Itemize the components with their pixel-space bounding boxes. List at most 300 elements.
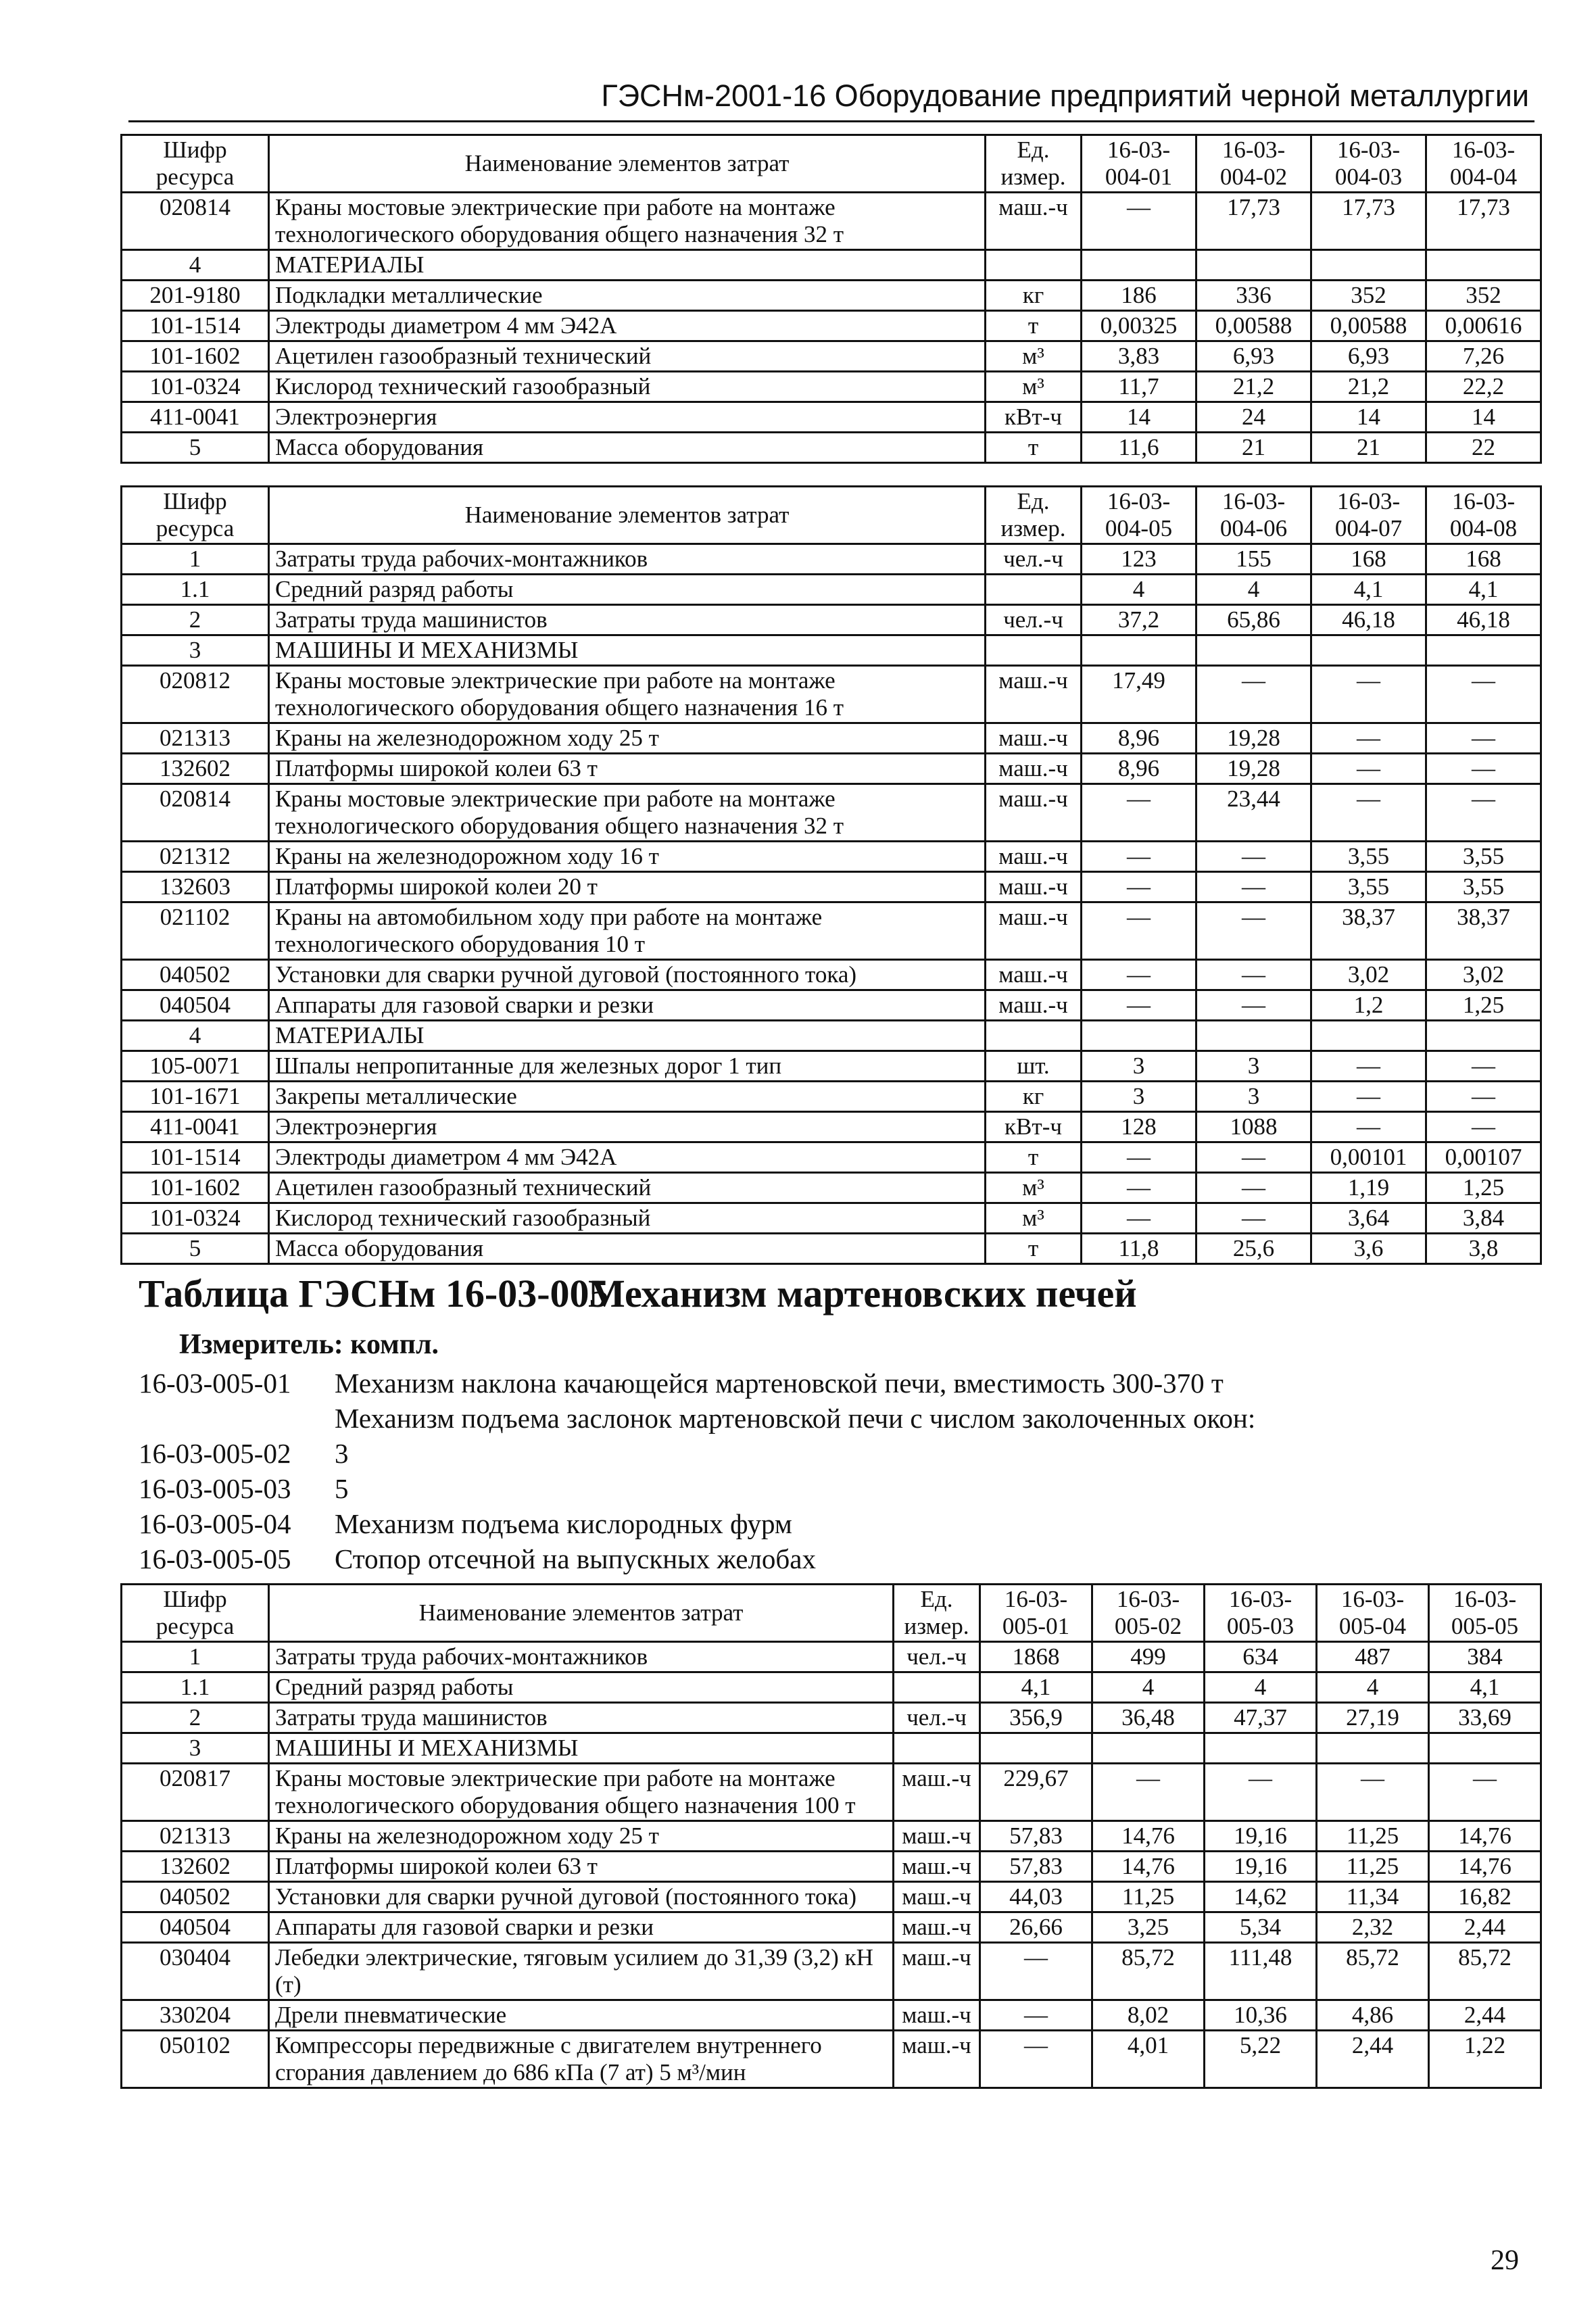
cell-v5: 14,76 <box>1429 1852 1541 1882</box>
cell-code: 3 <box>122 635 269 666</box>
cell-name: Затраты труда рабочих-монтажников <box>269 544 986 575</box>
cell-unit: кВт-ч <box>986 1112 1082 1142</box>
cell-unit: чел.-ч <box>986 544 1082 575</box>
cell-v3: — <box>1311 784 1426 842</box>
page-header-title: ГЭСНм-2001-16 Оборудование предприятий черной металлургии <box>601 78 1529 113</box>
list-item <box>139 1436 1491 1471</box>
cell-unit: маш.-ч <box>986 960 1082 990</box>
cell-v2: 499 <box>1092 1642 1205 1672</box>
cell-code: 1 <box>122 1642 269 1672</box>
cell-v1: 11,6 <box>1082 433 1196 463</box>
cell-name: Установки для сварки ручной дуговой (постоянного тока) <box>269 1882 894 1912</box>
table-row <box>122 1882 1541 1912</box>
cell-name: Компрессоры передвижные с двигателем внутреннего сгорания давлением до 686 кПа (7 ат) 5 м³/мин <box>269 2031 894 2088</box>
cell-v3: — <box>1311 666 1426 723</box>
cell-code: 101-0324 <box>122 372 269 402</box>
cell-v2: 19,28 <box>1196 723 1311 754</box>
cell-v1: 14 <box>1082 402 1196 433</box>
cell-v3 <box>1311 250 1426 281</box>
cell-v1: 186 <box>1082 281 1196 311</box>
measure-value: компл. <box>350 1329 439 1360</box>
measure-label: Измеритель: <box>179 1329 343 1360</box>
cell-code: 050102 <box>122 2031 269 2088</box>
cell-v3: 14 <box>1311 402 1426 433</box>
cell-v4: 11,25 <box>1317 1852 1429 1882</box>
list-item <box>139 1401 1491 1436</box>
cell-code: 020814 <box>122 784 269 842</box>
cell-v4: — <box>1426 1112 1541 1142</box>
cell-v5: 16,82 <box>1429 1882 1541 1912</box>
cell-unit: м³ <box>986 372 1082 402</box>
cell-v4: 168 <box>1426 544 1541 575</box>
cell-v2: — <box>1196 1203 1311 1234</box>
table-row <box>122 605 1541 635</box>
cell-code: 5 <box>122 1234 269 1264</box>
col-header-unit: Ед. измер. <box>986 135 1082 193</box>
cell-unit <box>894 1733 980 1764</box>
cell-v3: 19,16 <box>1205 1821 1317 1852</box>
cell-v4: 352 <box>1426 281 1541 311</box>
cell-v1: 11,8 <box>1082 1234 1196 1264</box>
cell-v1: 8,96 <box>1082 754 1196 784</box>
cell-name: Затраты труда рабочих-монтажников <box>269 1642 894 1672</box>
cell-name: МАШИНЫ И МЕХАНИЗМЫ <box>269 1733 894 1764</box>
cell-v4: 7,26 <box>1426 341 1541 372</box>
cell-v2: 24 <box>1196 402 1311 433</box>
cell-v1: 3 <box>1082 1082 1196 1112</box>
table-row <box>122 1733 1541 1764</box>
work-items-list <box>139 1366 1491 1576</box>
cell-v1: — <box>980 2031 1092 2088</box>
cell-v1: 3,83 <box>1082 341 1196 372</box>
cell-v3: 111,48 <box>1205 1943 1317 2000</box>
cell-v3: 38,37 <box>1311 902 1426 960</box>
cell-v1: 1868 <box>980 1642 1092 1672</box>
work-item-text: Стопор отсечной на выпускных желобах <box>335 1543 816 1574</box>
cell-unit: маш.-ч <box>986 754 1082 784</box>
cell-code: 021102 <box>122 902 269 960</box>
cell-name: Электроэнергия <box>269 402 986 433</box>
cell-v4: — <box>1426 754 1541 784</box>
work-item-text: Механизм подъема заслонок мартеновской печи с числом заколоченных окон: <box>335 1403 1256 1434</box>
table-row <box>122 311 1541 341</box>
cell-name: Шпалы непропитанные для железных дорог 1 тип <box>269 1051 986 1082</box>
cell-v2: 19,28 <box>1196 754 1311 784</box>
table-row <box>122 1943 1541 2000</box>
table-row <box>122 990 1541 1021</box>
cell-v4: 46,18 <box>1426 605 1541 635</box>
cell-v2: 3 <box>1196 1051 1311 1082</box>
col-header-name: Наименование элементов затрат <box>269 487 986 544</box>
cell-v2: — <box>1196 872 1311 902</box>
cell-name: Масса оборудования <box>269 1234 986 1264</box>
cell-v1 <box>1082 250 1196 281</box>
table-row <box>122 2000 1541 2031</box>
cell-v3: 10,36 <box>1205 2000 1317 2031</box>
cell-v4: 22,2 <box>1426 372 1541 402</box>
table-row <box>122 1912 1541 1943</box>
cell-v2: 21,2 <box>1196 372 1311 402</box>
cell-v1: 17,49 <box>1082 666 1196 723</box>
cell-code: 030404 <box>122 1943 269 2000</box>
cell-v4: 3,02 <box>1426 960 1541 990</box>
cell-v4: 4,86 <box>1317 2000 1429 2031</box>
cell-v1: 123 <box>1082 544 1196 575</box>
cell-v4: 4,1 <box>1426 575 1541 605</box>
list-item <box>139 1506 1491 1541</box>
cell-name: Краны на железнодорожном ходу 16 т <box>269 842 986 872</box>
cell-name: Затраты труда машинистов <box>269 605 986 635</box>
cell-code: 2 <box>122 605 269 635</box>
table-row <box>122 372 1541 402</box>
cell-v4 <box>1426 250 1541 281</box>
cell-v4: 3,8 <box>1426 1234 1541 1264</box>
cell-v2 <box>1196 250 1311 281</box>
table-header-row <box>122 1585 1541 1642</box>
cell-v1: 4 <box>1082 575 1196 605</box>
cell-v4: 11,25 <box>1317 1821 1429 1852</box>
table-row <box>122 635 1541 666</box>
cell-v3: 168 <box>1311 544 1426 575</box>
list-item <box>139 1541 1491 1576</box>
cell-unit: маш.-ч <box>986 872 1082 902</box>
cell-v3: 6,93 <box>1311 341 1426 372</box>
cell-v3: 4,1 <box>1311 575 1426 605</box>
work-item-code: 16-03-005-02 <box>139 1438 291 1469</box>
resource-table-005 <box>120 1583 1542 2089</box>
cell-name: Краны на железнодорожном ходу 25 т <box>269 1821 894 1852</box>
cell-unit: маш.-ч <box>894 1912 980 1943</box>
cell-v1: — <box>1082 990 1196 1021</box>
cell-v2: 17,73 <box>1196 193 1311 250</box>
cell-v1 <box>1082 1021 1196 1051</box>
cell-v2 <box>1196 1021 1311 1051</box>
cell-v5: — <box>1429 1764 1541 1821</box>
cell-name: Краны на железнодорожном ходу 25 т <box>269 723 986 754</box>
cell-v5: 1,22 <box>1429 2031 1541 2088</box>
cell-v1: — <box>980 2000 1092 2031</box>
cell-v4: 487 <box>1317 1642 1429 1672</box>
cell-unit <box>986 250 1082 281</box>
cell-v5: 14,76 <box>1429 1821 1541 1852</box>
cell-code: 1.1 <box>122 1672 269 1703</box>
cell-v1: 356,9 <box>980 1703 1092 1733</box>
cell-code: 1 <box>122 544 269 575</box>
work-item-text: 5 <box>335 1473 349 1504</box>
cell-code: 132602 <box>122 1852 269 1882</box>
cell-v3: — <box>1205 1764 1317 1821</box>
cell-name: Электроды диаметром 4 мм Э42А <box>269 311 986 341</box>
cell-code: 4 <box>122 250 269 281</box>
table-row <box>122 1672 1541 1703</box>
table-row <box>122 341 1541 372</box>
cell-v1 <box>980 1733 1092 1764</box>
cell-v4: 0,00616 <box>1426 311 1541 341</box>
page-header <box>128 76 1534 122</box>
cell-v2 <box>1196 635 1311 666</box>
cell-code: 3 <box>122 1733 269 1764</box>
cell-v1: 11,7 <box>1082 372 1196 402</box>
cell-v3: 21,2 <box>1311 372 1426 402</box>
cell-v1: 44,03 <box>980 1882 1092 1912</box>
cell-v3: 634 <box>1205 1642 1317 1672</box>
cell-v1: 0,00325 <box>1082 311 1196 341</box>
cell-v2: 65,86 <box>1196 605 1311 635</box>
col-header-name: Наименование элементов затрат <box>269 1585 894 1642</box>
cell-v2: 21 <box>1196 433 1311 463</box>
cell-name: Масса оборудования <box>269 433 986 463</box>
cell-v3: 19,16 <box>1205 1852 1317 1882</box>
cell-v2: — <box>1196 1173 1311 1203</box>
cell-name: Электроэнергия <box>269 1112 986 1142</box>
cell-code: 040504 <box>122 990 269 1021</box>
cell-unit: маш.-ч <box>894 1882 980 1912</box>
table-header-row <box>122 487 1541 544</box>
cell-v4: 17,73 <box>1426 193 1541 250</box>
col-header-v1: 16-03-004-05 <box>1082 487 1196 544</box>
table-row <box>122 1142 1541 1173</box>
cell-v2: 4,01 <box>1092 2031 1205 2088</box>
cell-v2: 6,93 <box>1196 341 1311 372</box>
cell-v1: — <box>1082 193 1196 250</box>
cell-v3: 5,34 <box>1205 1912 1317 1943</box>
cell-name: Краны мостовые электрические при работе на монтаже технологического оборудования общего назначения 32 т <box>269 193 986 250</box>
cell-unit <box>986 575 1082 605</box>
cell-unit <box>986 635 1082 666</box>
cell-unit: маш.-ч <box>986 666 1082 723</box>
cell-code: 411-0041 <box>122 1112 269 1142</box>
table-row <box>122 872 1541 902</box>
cell-v3: — <box>1311 1082 1426 1112</box>
cell-v2: 8,02 <box>1092 2000 1205 2031</box>
cell-unit <box>986 1021 1082 1051</box>
cell-name: Подкладки металлические <box>269 281 986 311</box>
cell-v1: — <box>1082 902 1196 960</box>
cell-v2: 3,25 <box>1092 1912 1205 1943</box>
cell-name: Краны мостовые электрические при работе на монтаже технологического оборудования общего назначения 16 т <box>269 666 986 723</box>
col-header-v4: 16-03-004-04 <box>1426 135 1541 193</box>
cell-code: 021313 <box>122 1821 269 1852</box>
cell-unit: маш.-ч <box>894 1764 980 1821</box>
cell-v3: 3,02 <box>1311 960 1426 990</box>
table-row <box>122 2031 1541 2088</box>
cell-v1: 229,67 <box>980 1764 1092 1821</box>
cell-v3: 3,55 <box>1311 872 1426 902</box>
cell-unit: маш.-ч <box>894 2000 980 2031</box>
work-item-code: 16-03-005-04 <box>139 1508 291 1539</box>
cell-code: 132603 <box>122 872 269 902</box>
cell-unit: кг <box>986 281 1082 311</box>
cell-name: МАШИНЫ И МЕХАНИЗМЫ <box>269 635 986 666</box>
col-header-v5: 16-03-005-05 <box>1429 1585 1541 1642</box>
cell-v3: 352 <box>1311 281 1426 311</box>
cell-v1: 57,83 <box>980 1852 1092 1882</box>
cell-v4 <box>1426 635 1541 666</box>
table-row <box>122 1764 1541 1821</box>
cell-v4: 2,44 <box>1317 2031 1429 2088</box>
table-row <box>122 1173 1541 1203</box>
cell-v1: 8,96 <box>1082 723 1196 754</box>
cell-code: 101-1514 <box>122 311 269 341</box>
cell-name: МАТЕРИАЛЫ <box>269 1021 986 1051</box>
table-row <box>122 842 1541 872</box>
cell-name: Ацетилен газообразный технический <box>269 1173 986 1203</box>
cell-name: Лебедки электрические, тяговым усилием до 31,39 (3,2) кН (т) <box>269 1943 894 2000</box>
cell-v3: 0,00101 <box>1311 1142 1426 1173</box>
table-row <box>122 1051 1541 1082</box>
cell-name: Закрепы металлические <box>269 1082 986 1112</box>
cell-v3: 1,2 <box>1311 990 1426 1021</box>
cell-v3: 3,55 <box>1311 842 1426 872</box>
cell-code: 330204 <box>122 2000 269 2031</box>
cell-v4: — <box>1426 1082 1541 1112</box>
cell-unit: маш.-ч <box>894 1943 980 2000</box>
table-row <box>122 754 1541 784</box>
cell-name: Средний разряд работы <box>269 1672 894 1703</box>
cell-unit: м³ <box>986 1173 1082 1203</box>
measure-line <box>179 1328 439 1361</box>
cell-unit: маш.-ч <box>894 1852 980 1882</box>
cell-v2: 85,72 <box>1092 1943 1205 2000</box>
cell-v2: 3 <box>1196 1082 1311 1112</box>
cell-v4 <box>1317 1733 1429 1764</box>
col-header-code: Шифр ресурса <box>122 135 269 193</box>
cell-unit: чел.-ч <box>986 605 1082 635</box>
cell-v3: 5,22 <box>1205 2031 1317 2088</box>
cell-name: Дрели пневматические <box>269 2000 894 2031</box>
cell-v2: — <box>1196 1142 1311 1173</box>
table-row <box>122 193 1541 250</box>
col-header-unit: Ед. измер. <box>894 1585 980 1642</box>
col-header-name: Наименование элементов затрат <box>269 135 986 193</box>
cell-code: 021313 <box>122 723 269 754</box>
cell-code: 411-0041 <box>122 402 269 433</box>
cell-v3: 17,73 <box>1311 193 1426 250</box>
cell-unit: шт. <box>986 1051 1082 1082</box>
cell-code: 2 <box>122 1703 269 1733</box>
cell-unit: м³ <box>986 341 1082 372</box>
cell-code: 101-1671 <box>122 1082 269 1112</box>
cell-code: 4 <box>122 1021 269 1051</box>
cell-v2: 155 <box>1196 544 1311 575</box>
table-header-row <box>122 135 1541 193</box>
cell-unit: т <box>986 1234 1082 1264</box>
cell-v3: 47,37 <box>1205 1703 1317 1733</box>
cell-unit: чел.-ч <box>894 1703 980 1733</box>
cell-code: 201-9180 <box>122 281 269 311</box>
work-item-text: 3 <box>335 1438 349 1469</box>
table-row <box>122 281 1541 311</box>
cell-v5 <box>1429 1733 1541 1764</box>
table-row <box>122 433 1541 463</box>
cell-v1: 3 <box>1082 1051 1196 1082</box>
cell-code: 132602 <box>122 754 269 784</box>
cell-code: 020814 <box>122 193 269 250</box>
work-item-text: Механизм наклона качающейся мартеновской печи, вместимость 300-370 т <box>335 1368 1224 1399</box>
cell-v4: 2,32 <box>1317 1912 1429 1943</box>
cell-code: 1.1 <box>122 575 269 605</box>
cell-v2: 4 <box>1092 1672 1205 1703</box>
cell-v3: 46,18 <box>1311 605 1426 635</box>
table-row <box>122 575 1541 605</box>
cell-v2: — <box>1196 666 1311 723</box>
cell-v3: 1,19 <box>1311 1173 1426 1203</box>
cell-v1: — <box>1082 872 1196 902</box>
cell-v2: 14,76 <box>1092 1852 1205 1882</box>
cell-v1: — <box>1082 842 1196 872</box>
cell-v2: — <box>1196 990 1311 1021</box>
cell-code: 021312 <box>122 842 269 872</box>
work-item-code <box>139 1401 335 1436</box>
table-row <box>122 544 1541 575</box>
cell-code: 105-0071 <box>122 1051 269 1082</box>
table-row <box>122 784 1541 842</box>
cell-unit: чел.-ч <box>894 1642 980 1672</box>
cell-name: Платформы широкой колеи 63 т <box>269 1852 894 1882</box>
work-item-code: 16-03-005-03 <box>139 1473 291 1504</box>
cell-v1: — <box>1082 960 1196 990</box>
col-header-v4: 16-03-005-04 <box>1317 1585 1429 1642</box>
cell-name: Затраты труда машинистов <box>269 1703 894 1733</box>
cell-v1: — <box>980 1943 1092 2000</box>
cell-v3 <box>1311 635 1426 666</box>
table-row <box>122 1852 1541 1882</box>
cell-v2: 25,6 <box>1196 1234 1311 1264</box>
cell-unit: кг <box>986 1082 1082 1112</box>
cell-v5: 85,72 <box>1429 1943 1541 2000</box>
cell-v2: 4 <box>1196 575 1311 605</box>
table-row <box>122 1821 1541 1852</box>
cell-v3: — <box>1311 1051 1426 1082</box>
cell-name: Электроды диаметром 4 мм Э42А <box>269 1142 986 1173</box>
cell-v3: 21 <box>1311 433 1426 463</box>
cell-name: Платформы широкой колеи 63 т <box>269 754 986 784</box>
cell-v2: — <box>1196 902 1311 960</box>
cell-v5: 2,44 <box>1429 2000 1541 2031</box>
page-number: 29 <box>1491 2245 1519 2276</box>
cell-name: Кислород технический газообразный <box>269 372 986 402</box>
table-row <box>122 960 1541 990</box>
cell-v2: 11,25 <box>1092 1882 1205 1912</box>
cell-v2: — <box>1092 1764 1205 1821</box>
cell-unit: маш.-ч <box>986 990 1082 1021</box>
table-row <box>122 723 1541 754</box>
cell-name: Кислород технический газообразный <box>269 1203 986 1234</box>
table-row <box>122 1642 1541 1672</box>
cell-unit: маш.-ч <box>894 2031 980 2088</box>
cell-v2: 23,44 <box>1196 784 1311 842</box>
cell-v4: 1,25 <box>1426 1173 1541 1203</box>
cell-v1 <box>1082 635 1196 666</box>
cell-v1: — <box>1082 1173 1196 1203</box>
col-header-code: Шифр ресурса <box>122 487 269 544</box>
cell-v1: 26,66 <box>980 1912 1092 1943</box>
cell-v3: — <box>1311 754 1426 784</box>
col-header-v3: 16-03-005-03 <box>1205 1585 1317 1642</box>
col-header-v2: 16-03-004-06 <box>1196 487 1311 544</box>
cell-unit: т <box>986 311 1082 341</box>
cell-v4: 4 <box>1317 1672 1429 1703</box>
cell-code: 020817 <box>122 1764 269 1821</box>
cell-unit: маш.-ч <box>894 1821 980 1852</box>
table-row <box>122 1082 1541 1112</box>
cell-v4: 11,34 <box>1317 1882 1429 1912</box>
cell-v3: 3,64 <box>1311 1203 1426 1234</box>
cell-v4: 3,55 <box>1426 842 1541 872</box>
cell-v5: 384 <box>1429 1642 1541 1672</box>
cell-v4: 3,84 <box>1426 1203 1541 1234</box>
cell-v1: 4,1 <box>980 1672 1092 1703</box>
